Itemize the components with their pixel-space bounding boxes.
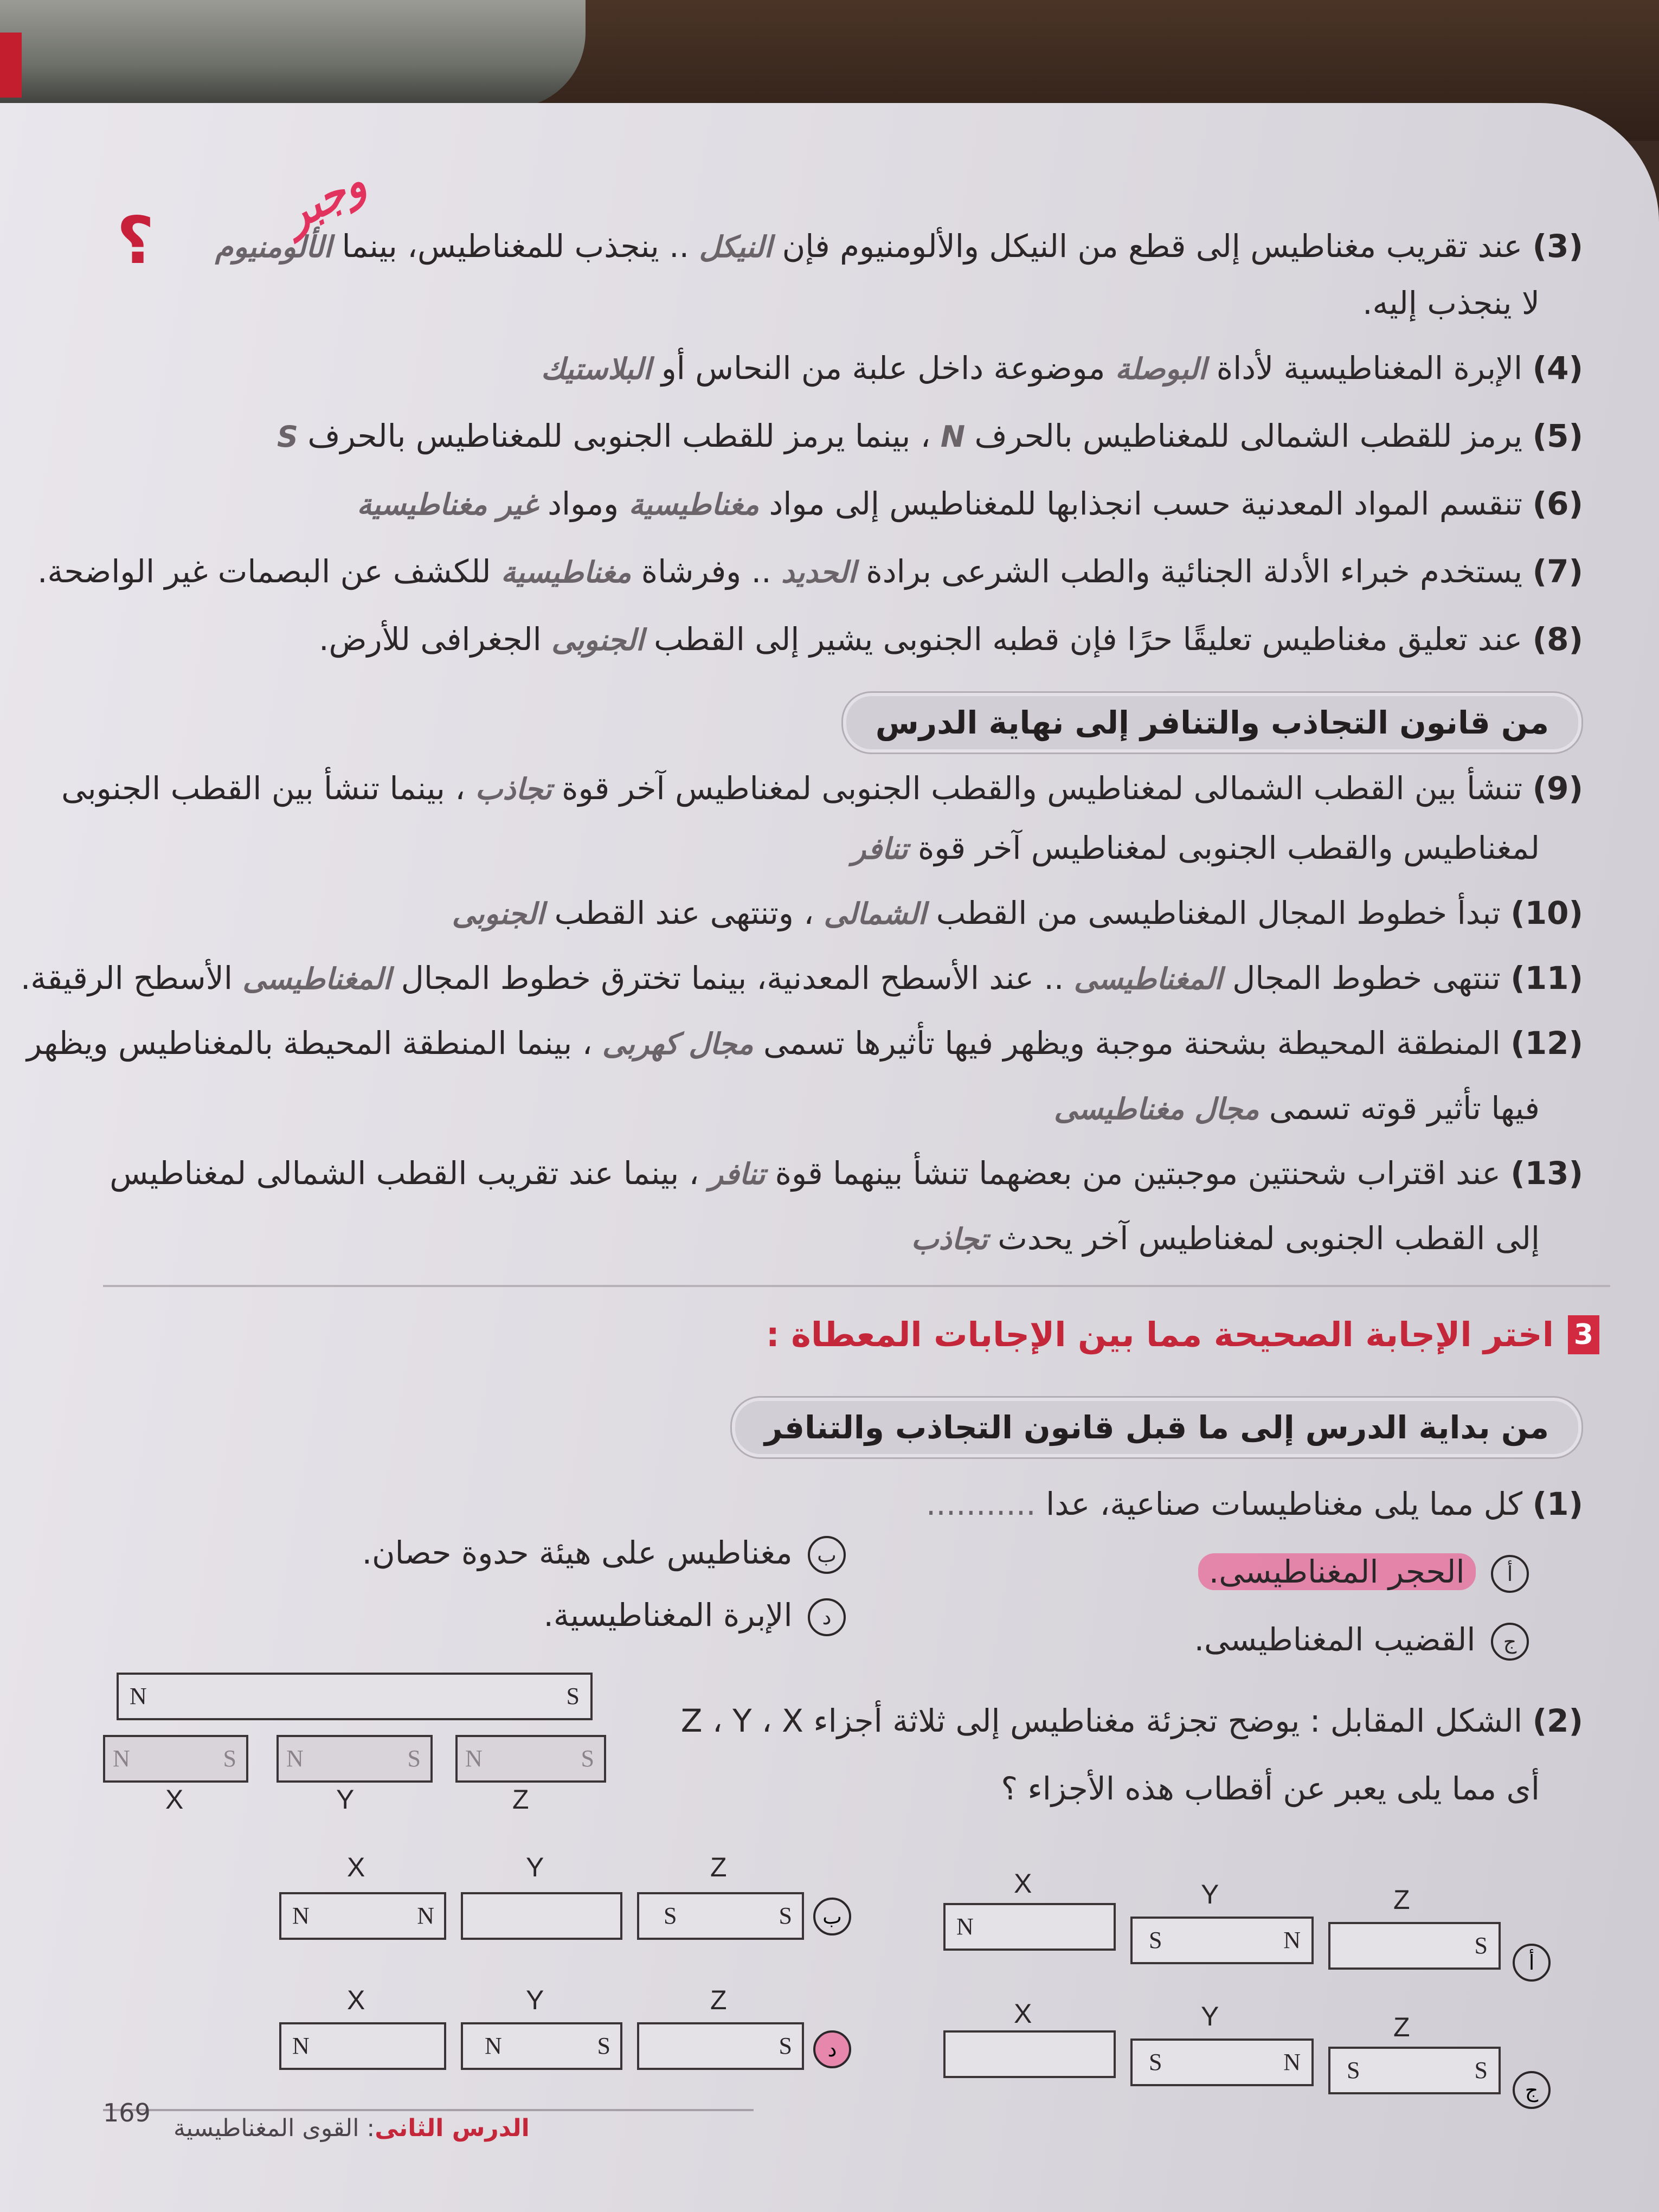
question-text: عند تعليق مغناطيس تعليقًا حرًا فإن قطبه الجنوبى يشير إلى القطب xyxy=(654,621,1523,658)
question-text: كل مما يلى مغناطيسات صناعية، عدا xyxy=(1046,1486,1523,1522)
mcq-1-option-c[interactable] xyxy=(1194,1621,1529,1661)
faded-pole-n: N xyxy=(465,1745,483,1772)
lesson-label: الدرس الثانى xyxy=(375,2114,530,2142)
question-mark-annotation: ؟ xyxy=(117,203,155,279)
question-number: (13) xyxy=(1510,1155,1583,1192)
pole-label-s: S xyxy=(779,1902,792,1929)
question-text: عند تقريب مغناطيس إلى قطع من النيكل والألومنيوم فإن xyxy=(782,228,1523,265)
question-text: ، بينما عند تقريب القطب الشمالى لمغناطيس xyxy=(110,1155,699,1192)
pole-label-s: S xyxy=(597,2033,610,2059)
mcq-1-option-a[interactable] xyxy=(1198,1553,1529,1593)
question-10 xyxy=(452,895,1583,931)
label-x: X xyxy=(347,1985,365,2015)
answer-fill: البوصلة xyxy=(1115,352,1207,386)
part-y xyxy=(461,1892,622,1940)
pen-tip xyxy=(0,33,22,98)
pole-label-n: N xyxy=(485,2033,502,2059)
pole-label-n: N xyxy=(417,1902,434,1929)
question-text: يرمز للقطب الشمالى للمغناطيس بالحرف xyxy=(974,417,1523,454)
lesson-topic: : القوى المغناطيسية xyxy=(173,2114,375,2142)
question-number: (4) xyxy=(1532,350,1583,387)
faded-pole-s: S xyxy=(581,1745,594,1772)
question-number: (8) xyxy=(1532,621,1583,658)
part-z xyxy=(1328,2047,1501,2094)
part-y xyxy=(1130,2039,1314,2086)
label-x: X xyxy=(165,1784,184,1815)
label-x: X xyxy=(1014,1998,1032,2029)
answer-fill: غير مغناطيسية xyxy=(357,487,538,522)
question-text: الأسطح الرقيقة. xyxy=(20,960,233,996)
question-11 xyxy=(21,960,1583,996)
question-3-line-2: لا ينجذب إليه. xyxy=(1362,285,1540,321)
question-number: (6) xyxy=(1532,485,1583,522)
question-text: تنتهى خطوط المجال xyxy=(1232,960,1501,996)
pole-label-n: N xyxy=(130,1683,147,1709)
pole-label-s: S xyxy=(1474,2057,1488,2084)
pole-label-s: S xyxy=(664,1902,677,1929)
question-4 xyxy=(541,350,1583,387)
answer-fill: مجال كهربى xyxy=(602,1027,754,1061)
label-z: Z xyxy=(512,1784,529,1815)
part-x xyxy=(279,1892,446,1940)
question-number: (5) xyxy=(1532,417,1583,454)
question-number: (3) xyxy=(1532,228,1583,265)
footer-rule xyxy=(103,2109,754,2111)
question-9 xyxy=(61,770,1583,807)
question-text: الجغرافى للأرض. xyxy=(319,621,542,658)
question-text: تنشأ بين القطب الشمالى لمغناطيس والقطب الجنوبى لمغناطيس آخر قوة xyxy=(562,770,1523,807)
option-letter: أ xyxy=(1513,1944,1551,1982)
option-letter: أ xyxy=(1491,1555,1529,1593)
part-x xyxy=(943,2030,1116,2078)
question-5 xyxy=(277,417,1583,454)
answer-fill: S xyxy=(277,420,298,454)
mcq-2 xyxy=(681,1702,1583,1739)
section-pill: من قانون التجاذب والتنافر إلى نهاية الدرس xyxy=(841,691,1583,754)
part-x xyxy=(943,1903,1116,1951)
answer-fill: مغناطيسية xyxy=(500,555,632,589)
pole-label-s: S xyxy=(1149,2049,1162,2075)
mcq-1-option-d[interactable] xyxy=(543,1597,846,1636)
option-letter: د xyxy=(808,1598,846,1636)
question-text: ومواد xyxy=(548,485,619,522)
section-number-badge: 3 xyxy=(1568,1315,1599,1354)
question-6 xyxy=(357,485,1583,522)
answer-fill: الشمالى xyxy=(824,897,927,931)
label-z: Z xyxy=(710,1985,727,2015)
option-letter: ب xyxy=(808,1536,846,1574)
question-number: (11) xyxy=(1510,960,1583,996)
answer-fill: تجاذب xyxy=(475,772,552,806)
part-z xyxy=(637,2022,804,2070)
pole-label-s: S xyxy=(1347,2057,1360,2084)
question-13 xyxy=(110,1155,1583,1192)
question-text: الشكل المقابل : يوضح تجزئة مغناطيس إلى ثلاثة أجزاء Z ، Y ، X xyxy=(680,1702,1523,1739)
pole-label-n: N xyxy=(292,1902,310,1929)
faded-pole-s: S xyxy=(223,1745,236,1772)
question-3 xyxy=(215,228,1583,265)
answer-fill: N xyxy=(940,420,965,454)
question-text: الإبرة المغناطيسية لأداة xyxy=(1216,350,1523,387)
part-z xyxy=(1328,1922,1501,1970)
option-letter-selected: د xyxy=(813,2030,851,2068)
pole-label-s: S xyxy=(1474,1932,1488,1959)
question-number: (9) xyxy=(1532,770,1583,807)
option-letter: ج xyxy=(1513,2071,1551,2109)
question-text: .. عند الأسطح المعدنية، بينما تخترق خطوط المجال xyxy=(401,960,1064,996)
question-7 xyxy=(37,553,1583,590)
option-letter: ب xyxy=(813,1898,851,1935)
question-number: (10) xyxy=(1510,895,1583,931)
faded-pole-s: S xyxy=(407,1745,421,1772)
part-y xyxy=(1130,1917,1314,1964)
label-y: Y xyxy=(1201,2001,1219,2031)
answer-fill: مغناطيسية xyxy=(628,487,760,522)
option-text: مغناطيس على هيئة حدوة حصان. xyxy=(362,1534,793,1571)
label-y: Y xyxy=(526,1852,544,1882)
label-z: Z xyxy=(1393,2012,1410,2042)
label-z: Z xyxy=(1393,1885,1410,1915)
answer-fill: الجنوبى xyxy=(452,897,545,931)
question-9-line-2 xyxy=(852,829,1540,866)
section-heading xyxy=(766,1315,1599,1354)
faded-pole-n: N xyxy=(113,1745,130,1772)
question-number: (1) xyxy=(1532,1486,1583,1522)
answer-fill: تجاذب xyxy=(911,1222,988,1256)
question-13-line-2 xyxy=(911,1220,1540,1257)
pole-label-n: N xyxy=(956,1913,974,1940)
answer-fill: تنافر xyxy=(852,832,908,866)
part-x xyxy=(279,2022,446,2070)
question-text: ، بينما المنطقة المحيطة بالمغناطيس ويظهر xyxy=(27,1025,593,1062)
question-8 xyxy=(319,621,1583,658)
question-12 xyxy=(27,1025,1583,1062)
question-text: فيها تأثير قوته تسمى xyxy=(1269,1090,1540,1127)
answer-fill: الحديد xyxy=(781,555,856,589)
mcq-2-line-2: أى مما يلى يعبر عن أقطاب هذه الأجزاء ؟ xyxy=(1001,1770,1540,1807)
answer-fill: الألومنيوم xyxy=(215,230,332,264)
label-y: Y xyxy=(1201,1879,1219,1909)
label-x: X xyxy=(1014,1868,1032,1899)
magnet-part-z xyxy=(455,1735,606,1783)
part-z xyxy=(637,1892,804,1940)
question-text: ، بينما تنشأ بين القطب الجنوبى xyxy=(61,770,466,807)
pole-label-s: S xyxy=(1149,1927,1162,1953)
question-text: .. وفرشاة xyxy=(641,553,771,590)
part-y xyxy=(461,2022,622,2070)
answer-fill: البلاستيك xyxy=(541,352,652,386)
pole-label-s: S xyxy=(566,1683,580,1709)
footer-lesson xyxy=(173,2114,530,2142)
label-x: X xyxy=(347,1852,365,1882)
pole-label-n: N xyxy=(1283,2049,1301,2075)
answer-fill: مجال مغناطيسى xyxy=(1054,1092,1259,1126)
option-text: الإبرة المغناطيسية. xyxy=(543,1597,793,1634)
question-text: تبدأ خطوط المجال المغناطيسى من القطب xyxy=(936,895,1501,931)
page-number: 169 xyxy=(103,2098,151,2127)
question-text: إلى القطب الجنوبى لمغناطيس آخر يحدث xyxy=(998,1220,1540,1257)
question-text: .. ينجذب للمغناطيس، بينما xyxy=(342,228,690,265)
question-number: (7) xyxy=(1532,553,1583,590)
pole-label-n: N xyxy=(292,2033,310,2059)
section-divider xyxy=(103,1285,1610,1287)
option-letter: ج xyxy=(1491,1623,1529,1661)
pole-label-n: N xyxy=(1283,1927,1301,1953)
question-text: موضوعة داخل علبة من النحاس أو xyxy=(661,350,1105,387)
mcq-1-option-b[interactable] xyxy=(362,1534,846,1574)
question-text: للكشف عن البصمات غير الواضحة. xyxy=(37,553,491,590)
label-y: Y xyxy=(336,1784,355,1815)
question-text: عند اقتراب شحنتين موجبتين من بعضهما تنشأ بينهما قوة xyxy=(775,1155,1501,1192)
question-text: ، وتنتهى عند القطب xyxy=(554,895,814,931)
option-text: القضيب المغناطيسى. xyxy=(1194,1621,1476,1658)
answer-fill: تنافر xyxy=(709,1157,766,1191)
blank-dots: ........... xyxy=(925,1486,1036,1522)
answer-fill: المغناطيسى xyxy=(1073,962,1223,996)
question-text: المنطقة المحيطة بشحنة موجبة ويظهر فيها تأثيرها تسمى xyxy=(763,1025,1501,1062)
option-text: الحجر المغناطيسى. xyxy=(1198,1553,1476,1590)
question-text: لمغناطيس والقطب الجنوبى لمغناطيس آخر قوة xyxy=(917,829,1540,866)
question-number: (12) xyxy=(1510,1025,1583,1062)
question-text: تنقسم المواد المعدنية حسب انجذابها للمغناطيس إلى مواد xyxy=(769,485,1523,522)
pole-label-s: S xyxy=(779,2033,792,2059)
question-text: يستخدم خبراء الأدلة الجنائية والطب الشرعى برادة xyxy=(866,553,1523,590)
question-12-line-2 xyxy=(1054,1090,1540,1127)
magnet-part-x xyxy=(103,1735,248,1783)
section-title: اختر الإجابة الصحيحة مما بين الإجابات المعطاة : xyxy=(766,1315,1554,1354)
label-z: Z xyxy=(710,1852,727,1882)
label-y: Y xyxy=(526,1985,544,2015)
pen xyxy=(0,0,586,108)
faded-pole-n: N xyxy=(286,1745,304,1772)
section-pill: من بداية الدرس إلى ما قبل قانون التجاذب والتنافر xyxy=(730,1396,1583,1459)
magnet-part-y xyxy=(276,1735,433,1783)
corner-note-annotation: وجبر xyxy=(275,156,374,241)
answer-fill: النيكل xyxy=(699,230,773,264)
whole-magnet xyxy=(117,1673,593,1720)
answer-fill: الجنوبى xyxy=(551,623,644,657)
answer-fill: المغناطيسى xyxy=(242,962,391,996)
question-number: (2) xyxy=(1532,1702,1583,1739)
question-text: ، بينما يرمز للقطب الجنوبى للمغناطيس بالحرف xyxy=(307,417,931,454)
mcq-1 xyxy=(926,1486,1583,1522)
